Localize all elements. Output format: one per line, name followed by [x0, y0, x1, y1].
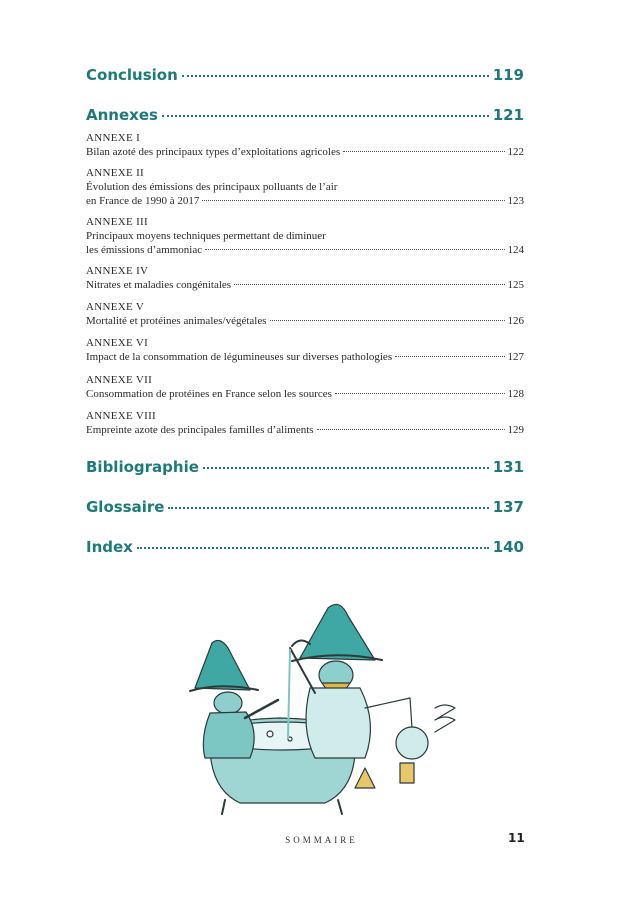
- dot-leader: [335, 393, 505, 394]
- annex-line: [86, 194, 524, 208]
- annex-line: [86, 180, 524, 194]
- coil: [435, 705, 455, 732]
- annex-title: Empreinte azote des principales familles d’aliments: [86, 424, 314, 436]
- wizard-tall-body: [306, 688, 370, 758]
- dot-leader: [317, 429, 505, 430]
- toc-page-number: 140: [492, 538, 524, 556]
- beaker: [400, 763, 414, 783]
- annex-line: [86, 278, 524, 292]
- annex-line: [86, 423, 524, 437]
- annex-code: ANNEXE VIII: [86, 410, 156, 422]
- annex-title: Bilan azoté des principaux types d’exploitations agricoles: [86, 146, 341, 158]
- dot-leader: [182, 75, 489, 77]
- page-number: 11: [508, 831, 525, 845]
- dot-leader: [203, 467, 489, 469]
- toc-annex-5[interactable]: [86, 300, 524, 328]
- toc-page-number: 119: [492, 66, 524, 84]
- dot-leader: [234, 284, 504, 285]
- toc-entry-glossaire[interactable]: [86, 498, 524, 516]
- annex-line: [86, 145, 524, 159]
- toc-page-number: 131: [492, 458, 524, 476]
- toc-entry-bibliographie[interactable]: [86, 458, 524, 476]
- dot-leader: [270, 320, 505, 321]
- flask: [396, 727, 428, 759]
- toc-annex-1[interactable]: [86, 131, 524, 159]
- annex-page: 127: [507, 351, 524, 363]
- toc-page-number: 137: [492, 498, 524, 516]
- dot-leader: [168, 507, 488, 509]
- toc-title: Conclusion: [86, 66, 178, 84]
- toc-annex-8[interactable]: [86, 409, 524, 437]
- annex-line: [86, 243, 524, 257]
- annex-code: ANNEXE VII: [86, 374, 153, 386]
- annex-page: 128: [507, 388, 524, 400]
- toc-title: Bibliographie: [86, 458, 199, 476]
- wizards-cauldron-illustration: [150, 588, 495, 818]
- annex-code: ANNEXE III: [86, 216, 148, 228]
- annex-page: 125: [507, 279, 524, 291]
- toc-entry-index[interactable]: [86, 538, 524, 556]
- toc-entry-conclusion[interactable]: [86, 66, 524, 84]
- annex-line: [86, 229, 524, 243]
- annex-title: les émissions d’ammoniac: [86, 244, 203, 256]
- toc-annex-6[interactable]: [86, 336, 524, 364]
- annex-page: 129: [507, 424, 524, 436]
- annex-line: [86, 314, 524, 328]
- annex-code: ANNEXE IV: [86, 265, 149, 277]
- toc-entry-annexes[interactable]: [86, 106, 524, 124]
- toc-annex-4[interactable]: [86, 264, 524, 292]
- annex-title: Impact de la consommation de légumineuses sur diverses pathologies: [86, 351, 393, 363]
- dot-leader: [162, 115, 489, 117]
- running-footer: SOMMAIRE: [285, 835, 358, 845]
- toc-title: Glossaire: [86, 498, 165, 516]
- annex-title: Mortalité et protéines animales/végétales: [86, 315, 267, 327]
- wizard-small-face: [214, 692, 242, 714]
- annex-page: 123: [507, 195, 524, 207]
- wizard-small-body: [203, 712, 254, 758]
- annex-page: 122: [507, 146, 524, 158]
- dot-leader: [343, 151, 504, 152]
- dot-leader: [395, 356, 504, 357]
- annex-title: Évolution des émissions des principaux polluants de l’air: [86, 181, 338, 193]
- dot-leader: [205, 249, 504, 250]
- wizard-small-hat: [195, 640, 250, 690]
- toc-page-number: 121: [492, 106, 524, 124]
- annex-code: ANNEXE II: [86, 167, 144, 179]
- toc-title: Index: [86, 538, 133, 556]
- annex-code: ANNEXE I: [86, 132, 141, 144]
- annex-title: Principaux moyens techniques permettant de diminuer: [86, 230, 326, 242]
- annex-line: [86, 350, 524, 364]
- annex-title: Nitrates et maladies congénitales: [86, 279, 232, 291]
- annex-line: [86, 387, 524, 401]
- toc-annex-2[interactable]: [86, 166, 524, 208]
- dot-leader: [137, 547, 489, 549]
- annex-page: 124: [507, 244, 524, 256]
- toc-title: Annexes: [86, 106, 158, 124]
- toc-annex-7[interactable]: [86, 373, 524, 401]
- wizard-tall-hat: [300, 604, 375, 660]
- toc-annex-3[interactable]: [86, 215, 524, 257]
- annex-title: en France de 1990 à 2017: [86, 195, 200, 207]
- annex-title: Consommation de protéines en France selon les sources: [86, 388, 332, 400]
- dot-leader: [202, 200, 504, 201]
- annex-code: ANNEXE V: [86, 301, 145, 313]
- annex-page: 126: [507, 315, 524, 327]
- annex-code: ANNEXE VI: [86, 337, 149, 349]
